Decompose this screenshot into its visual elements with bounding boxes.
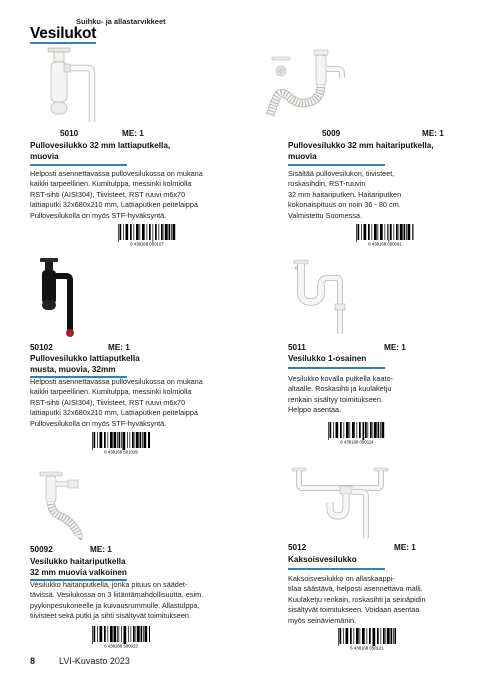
product-card-5009 — [262, 44, 472, 254]
product-name-line: Pullovesilukko lattiaputkella — [30, 354, 140, 363]
description-line: 32 mm haitariputken. Haitariputken — [288, 189, 402, 199]
product-header — [60, 129, 144, 138]
product-name-line: Pullovesilukko 32 mm haitariputkella, — [288, 141, 434, 150]
product-name — [288, 555, 480, 566]
me-quantity: ME: 1 — [122, 129, 144, 138]
description-line: sisältyvät toimitukseen. Voidaan asentaa — [288, 605, 420, 615]
product-code: 5012 — [288, 543, 307, 552]
product-name-line: Vesilukko 1-osainen — [288, 354, 367, 363]
description-line: Sisältää pullovesilukon, tiivisteet, — [288, 169, 395, 178]
description-line: lattiaputki 32x680x210 mm, Lattiaputken peitelaippa — [30, 408, 198, 418]
product-description — [288, 574, 480, 626]
product-code: 5009 — [322, 129, 341, 138]
product-card-50102 — [30, 254, 240, 464]
description-line: Helposti asennettavassa pullovesilukossa on mukana — [30, 169, 203, 178]
product-description — [288, 374, 480, 416]
description-line: renkain sisältyy toimitukseen. — [288, 394, 383, 404]
description-line: roskasihdin, RST-ruuvin — [288, 179, 366, 189]
product-header — [322, 129, 444, 138]
description-line: kaikki tarpeellinen. Kumitulppa, messinki kolmiolla — [30, 387, 192, 397]
product-name-line: 32 mm muovia valkoinen — [30, 567, 127, 577]
product-description — [288, 169, 480, 221]
description-line: myös seinäviemäriin. — [288, 615, 357, 625]
description-line: Helposti asennettavassa pullovesilukossa on mukana — [30, 377, 203, 386]
bottle-trap-accordion-pipe-image — [262, 44, 352, 124]
bottle-trap-floor-pipe-image — [30, 44, 110, 124]
barcode-digits: 6 438168 050121 — [350, 645, 384, 650]
product-name — [30, 557, 230, 578]
barcode-icon — [326, 422, 388, 444]
product-code: 50102 — [30, 343, 53, 352]
description-line: Kaksoisvesilukko on allaskaappi- — [288, 574, 395, 583]
product-description — [30, 169, 232, 221]
product-description — [30, 377, 232, 429]
product-name-line: muovia — [30, 151, 59, 161]
single-trap-image — [288, 254, 358, 340]
product-name-line: musta, muovia, 32mm — [30, 364, 116, 374]
description-line: altaalle. Roskasihti ja kuulaketju — [288, 384, 392, 394]
barcode-icon — [354, 224, 416, 246]
name-underline — [288, 367, 385, 369]
product-name-line: Vesilukko haitariputkella — [30, 557, 126, 566]
description-line: lattiaputki 32x680x210 mm, Lattiaputken peitelaippa — [30, 200, 198, 210]
black-bottle-trap-image — [30, 254, 110, 340]
me-quantity: ME: 1 — [108, 343, 130, 352]
product-card-5011 — [288, 254, 480, 464]
description-line: Helppo asentaa. — [288, 405, 342, 415]
description-line: RST-sihti (AISI304), Tiivisteet, RST ruuvi m6x70 — [30, 397, 186, 407]
product-name — [30, 141, 230, 162]
product-card-5012 — [288, 464, 480, 654]
page-title: Vesilukot — [30, 25, 97, 42]
product-card-5010 — [30, 44, 240, 254]
barcode-digits: 6 438168 501029 — [104, 449, 138, 454]
product-name — [288, 354, 480, 365]
product-name-line: Kaksoisvesilukko — [288, 555, 357, 564]
product-code: 50092 — [30, 545, 53, 554]
me-quantity: ME: 1 — [422, 129, 444, 138]
accordion-trap-image — [30, 464, 110, 540]
double-trap-image — [288, 464, 400, 544]
description-line: Vesilukko kovalla putkella kaato- — [288, 374, 394, 383]
product-header — [30, 343, 130, 352]
barcode-digits: 6 438168 050091 — [368, 241, 402, 246]
product-header — [30, 545, 112, 554]
product-name — [288, 141, 480, 162]
name-underline — [30, 164, 127, 166]
barcode-icon — [116, 224, 178, 246]
name-underline — [288, 164, 385, 166]
product-code: 5011 — [288, 343, 306, 352]
barcode-digits: 6 438168 050114 — [340, 439, 374, 444]
me-quantity: ME: 1 — [384, 343, 406, 352]
me-quantity: ME: 1 — [90, 545, 112, 554]
product-code: 5010 — [60, 129, 79, 138]
barcode-icon — [336, 628, 398, 650]
product-header — [288, 343, 406, 352]
description-line: Vesilukko haitariputkella, jonka pituus on säädet- — [30, 580, 188, 589]
description-line: Pullovesilukolla on myös STF-hyväksyntä. — [30, 418, 167, 428]
product-header — [288, 543, 416, 552]
description-line: RST-sihti (AISI304), Tiivisteet, RST ruuvi m6x70 — [30, 189, 186, 199]
barcode-digits: 6 438168 500923 — [104, 643, 138, 648]
description-line: Valmistettu Suomessa. — [288, 210, 363, 220]
me-quantity: ME: 1 — [394, 543, 416, 552]
description-line: pyykinpesukoneelle ja kuivausrummulle. Allastulppa, — [30, 600, 200, 610]
product-name — [30, 354, 230, 375]
barcode-icon — [90, 432, 152, 454]
category-label: Suihku- ja allastarvikkeet — [76, 17, 166, 26]
description-line: kokonaispituus on noin 36 - 80 cm. — [288, 200, 401, 210]
name-underline — [288, 568, 385, 570]
description-line: Kuulaketju renkain, roskasihti ja seinäpidin — [288, 594, 426, 604]
description-line: tilaa säästävä, helposti asennettava malli. — [288, 584, 423, 594]
page-number: 8 — [30, 656, 36, 666]
product-name-line: muovia — [288, 151, 317, 161]
product-card-50092 — [30, 464, 240, 654]
description-line: tiivisteet sekä putki ja sihti sisältyvät toimitukseen. — [30, 611, 192, 621]
barcode-icon — [90, 626, 152, 648]
description-line: tävissä. Vesilukossa on 3 liitäntämahdollisuutta, esim. — [30, 590, 204, 600]
publication-name: LVI-Kuvasto 2023 — [59, 656, 130, 666]
product-name-line: Pullovesilukko 32 mm lattiaputkella, — [30, 141, 171, 150]
description-line: Pullovesilukolla on myös STF-hyväksyntä. — [30, 210, 167, 220]
barcode-digits: 6 438168 050107 — [130, 241, 164, 246]
product-description — [30, 580, 232, 622]
description-line: kaikki tarpeellinen. Kumitulppa, messinki kolmiolla — [30, 179, 192, 189]
